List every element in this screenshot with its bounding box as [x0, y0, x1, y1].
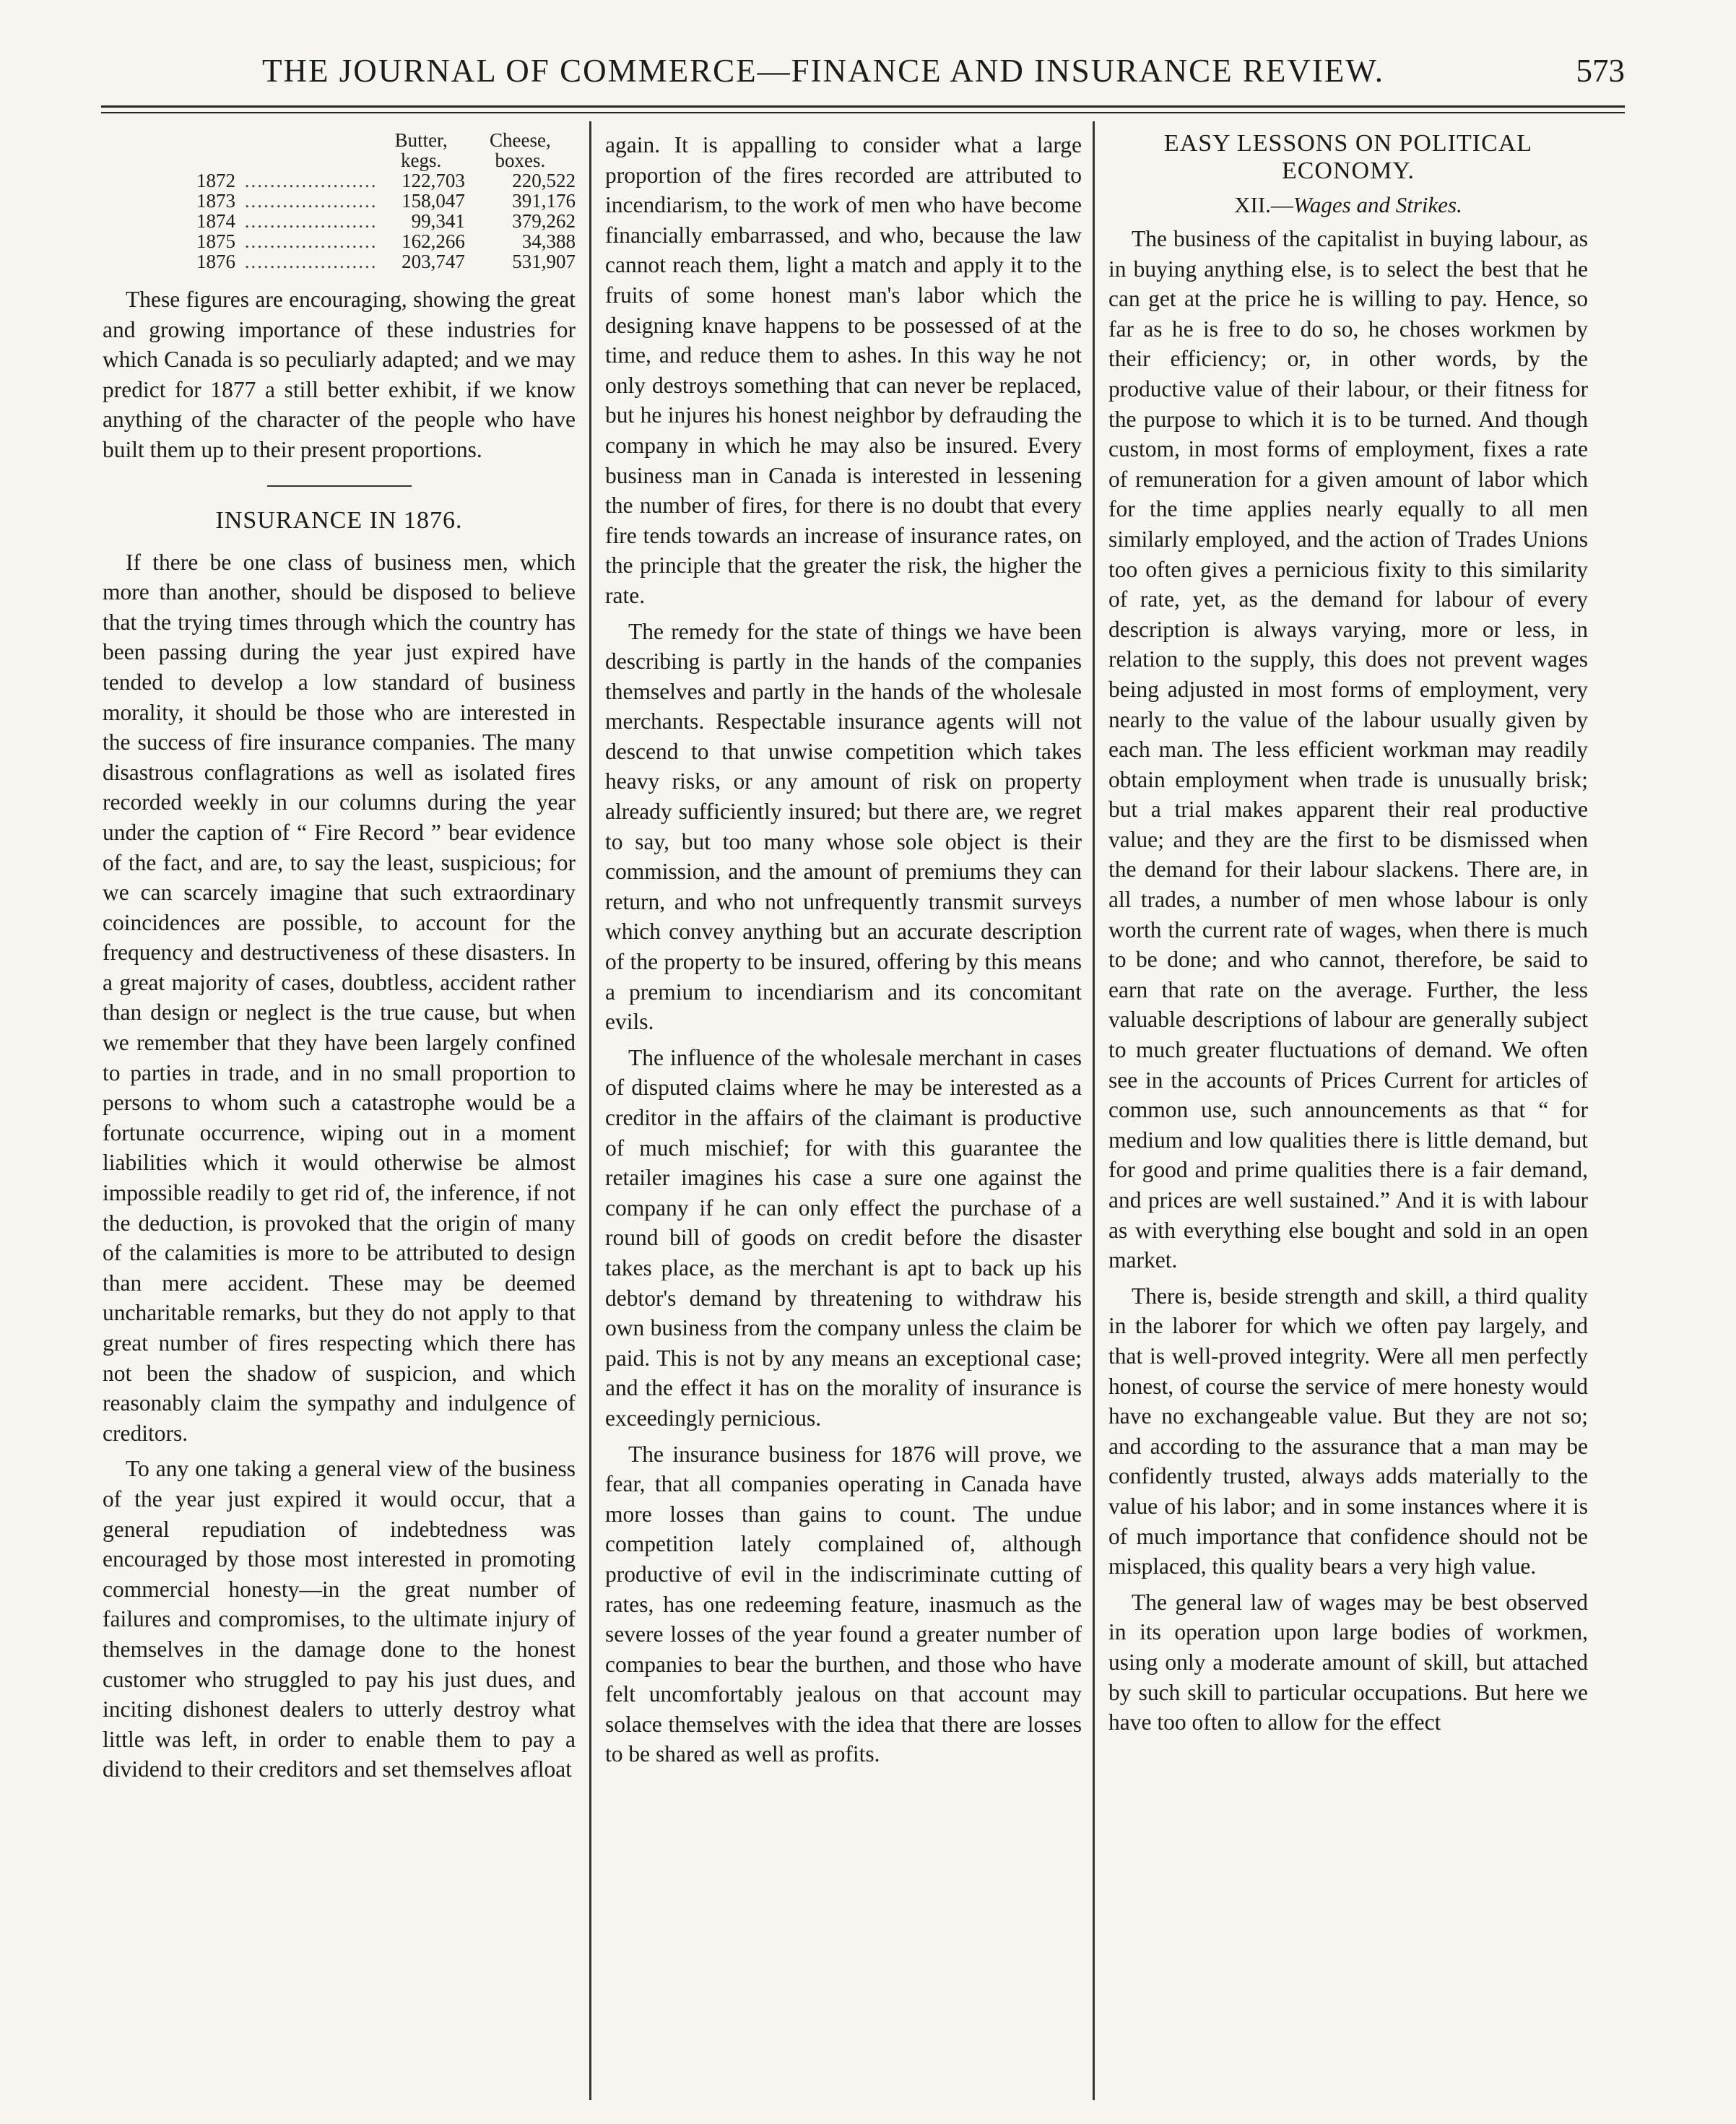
leader-dots: ..................... [244, 231, 378, 251]
table-cell-cheese: 391,176 [512, 190, 576, 212]
table-cell-butter: 162,266 [402, 230, 465, 252]
economy-heading: EASY LESSONS ON POLITICAL ECONOMY. [1163, 130, 1533, 184]
column-divider-right [1093, 121, 1095, 2100]
butter-cheese-table [196, 130, 576, 272]
table-cell-butter: 99,341 [411, 210, 465, 232]
column-3 [1108, 130, 1588, 1738]
table-cell-year: 1874 [196, 210, 235, 232]
column-1 [103, 130, 576, 1785]
table-cell-cheese: 531,907 [512, 251, 576, 272]
table-cell-year: 1875 [196, 230, 235, 252]
insurance-heading: INSURANCE IN 1876. [215, 506, 463, 534]
column-divider-left [589, 121, 591, 2100]
table-cell-year: 1873 [196, 190, 235, 212]
lesson-number: XII.— [1234, 192, 1293, 217]
table-col-subheader: kegs. [401, 149, 442, 171]
lesson-title: Wages and Strikes. [1293, 192, 1462, 217]
table-row [196, 251, 576, 272]
article-paragraph: The remedy for the state of things we have been describing is partly in the hands of the companies themselves and partly in the hands of the wholesale merchants. Respectable insurance agents will not descend to that unwise competition which takes heavy risks, or any amount of risk on property already sufficiently insured; but there are, we regret to say, but too many whose sole object is their commission, and the amount of premiums they can return, and who not unfrequently transmit surveys which convey anything but an accurate description of the property to be insured, offering by this means a premium to incendiarism and its concomitant evils. [605, 618, 1082, 1035]
table-cell-cheese: 34,388 [521, 230, 576, 252]
table-cell-butter: 158,047 [402, 190, 465, 212]
section-divider [267, 485, 412, 487]
article-paragraph: again. It is appalling to consider what a large proportion of the fires recorded are attributed to incendiarism, to the work of men who have become financially embarrassed, and who, because the law cannot reach them, light a match and apply it to the fruits of some honest man's labor which the designing knave happens to be possessed of at the time, and reduce them to ashes. In this way he not only destroys something that can never be replaced, but he injures his honest neighbor by defrauding the company in which he may also be insured. Every business man in Canada is interested in lessening the number of fires, for there is no doubt that every fire tends towards an increase of insurance rates, on the principle that the greater the risk, the higher the rate. [605, 132, 1082, 608]
journal-title: THE JOURNAL OF COMMERCE—FINANCE AND INSURANCE REVIEW. [262, 53, 1384, 89]
article-paragraph: The influence of the wholesale merchant in cases of disputed claims where he may be interested as a creditor in the affairs of the claimant is productive of much mischief; for with this guarantee the retailer imagines his case a sure one against the company if he can only effect the purchase of a round bill of goods on credit before the disaster takes place, as the merchant is apt to back up his debtor's demand by threatening to withdraw his own business from the company unless the claim be paid. This is not by any means an exceptional case; and the effect it has on the morality of insurance is exceedingly pernicious. [605, 1044, 1082, 1431]
table-cell-year: 1876 [196, 251, 235, 272]
table-row [196, 191, 576, 211]
table-cell-butter: 203,747 [402, 251, 465, 272]
column-2 [605, 130, 1082, 1769]
header-rule-top [101, 105, 1625, 108]
table-row [196, 170, 576, 191]
table-row [196, 231, 576, 251]
table-cell-cheese: 220,522 [512, 170, 576, 191]
article-paragraph: If there be one class of business men, which more than another, should be disposed to believe that the trying times through which the country has been passing during the year just expired have tended to develop a low standard of business morality, it should be those who are interested in the success of fire insurance companies. The many disastrous conflagrations as well as isolated fires recorded weekly in our columns during the year under the caption of “ Fire Record ” bear evidence of the fact, and are, to say the least, suspicious; for we can scarcely imagine that such extraordinary coincidences are possible, to account for the frequency and destructiveness of these disasters. In a great majority of cases, doubtless, accident rather than design or neglect is the true cause, but when we remember that they have been largely confined to parties in trade, and in no small proportion to persons to whom such a catastrophe would be a fortunate occurrence, wiping out in a moment liabilities which it would otherwise be almost impossible readily to get rid of, the inference, if not the deduction, is provoked that the origin of many of the calamities is more to be attributed to design than mere accident. These may be deemed uncharitable remarks, but they do not apply to that great number of fires respecting which there has not been the shadow of suspicion, and which reasonably claim the sympathy and indulgence of creditors. [103, 549, 576, 1446]
table-cell-butter: 122,703 [402, 170, 465, 191]
page-header [101, 52, 1625, 103]
article-paragraph: The general law of wages may be best observed in its operation upon large bodies of workmen, using only a moderate amount of skill, but attached by such skill to particular occupations. But here we have too often to allow for the effect [1108, 1589, 1588, 1735]
table-col-header: Butter, [394, 129, 448, 151]
table-col-subheader: boxes. [495, 149, 546, 171]
table-cell-year: 1872 [196, 170, 235, 191]
article-paragraph: The insurance business for 1876 will prove, we fear, that all companies operating in Canada have more losses than gains to count. The undue competition lately complained of, although productive of evil in the indiscriminate cutting of rates, has one redeeming feature, inasmuch as the severe losses of the year found a greater number of companies to bear the burthen, and those who have felt uncomfortably jealous on that account may solace themselves with the idea that there are losses to be shared as well as profits. [605, 1441, 1082, 1767]
leader-dots: ..................... [244, 251, 378, 272]
header-rule-bottom [101, 112, 1625, 113]
table-header-row [196, 130, 576, 150]
article-paragraph: To any one taking a general view of the business of the year just expired it would occur, that a general repudiation of indebtedness was encouraged by those most interested in promoting commercial honesty—in the great number of failures and compromises, to the ultimate injury of themselves in the damage done to the honest customer who struggled to pay his just dues, and inciting dishonest dealers to utterly destroy what little was left, in order to enable them to pay a dividend to their creditors and set themselves afloat [103, 1456, 576, 1782]
intro-paragraph: These figures are encouraging, showing the great and growing importance of these industries for which Canada is so peculiarly adapted; and we may predict for 1877 a still better exhibit, if we know anything of the character of the people who have built them up to their present proportions. [103, 287, 576, 462]
page-number: 573 [1576, 53, 1625, 89]
table-subheader-row [196, 150, 576, 170]
lesson-subheading [1108, 191, 1588, 220]
leader-dots: ..................... [244, 170, 378, 191]
article-paragraph: There is, beside strength and skill, a third quality in the laborer for which we often pay largely, and that is well-proved integrity. Were all men perfectly honest, of course the service of mere honesty would have no exchangeable value. But they are not so; and according to the assurance that a man may be confidently trusted, always adds materially to the value of his labor; and in some instances where it is of much importance that confidence should not be misplaced, this quality bears a very high value. [1108, 1283, 1588, 1579]
table-row [196, 211, 576, 231]
leader-dots: ..................... [244, 211, 378, 231]
table-col-header: Cheese, [490, 129, 551, 151]
article-paragraph: The business of the capitalist in buying labour, as in buying anything else, is to select the best that he can get at the price he is willing to pay. Hence, so far as he is free to do so, he choses workmen by their efficiency; or, in other words, by the productive value of their labour, or their fitness for the purpose to which it is to be turned. And though custom, in most forms of employment, fixes a rate of remuneration for a given amount of labor which for the time applies nearly equally to all men similarly employed, and the action of Trades Unions too often gives a pernicious fixity to this similarity of rate, yet, as the demand for labour of every description is always varying, more or less, in relation to the supply, this does not prevent wages being adjusted in most forms of employment, very nearly to the value of the labour usually given by each man. The less efficient workman may readily obtain employment when trade is unusually brisk; but a trial makes apparent their real productive value; and they are the first to be dismissed when the demand for their labour slackens. There are, in all trades, a number of men whose labour is only worth the current rate of wages, when there is much to be done; and who cannot, therefore, be said to earn that rate on the average. Further, the less valuable descriptions of labour are generally subject to much greater fluctuations of demand. We often see in the accounts of Prices Current for articles of common use, such announcements as that “ for medium and low qualities there is little demand, but for good and prime qualities there is a fair demand, and prices are well sustained.” And it is with labour as with everything else bought and sold in an open market. [1108, 226, 1588, 1273]
table-cell-cheese: 379,262 [512, 210, 576, 232]
leader-dots: ..................... [244, 191, 378, 211]
